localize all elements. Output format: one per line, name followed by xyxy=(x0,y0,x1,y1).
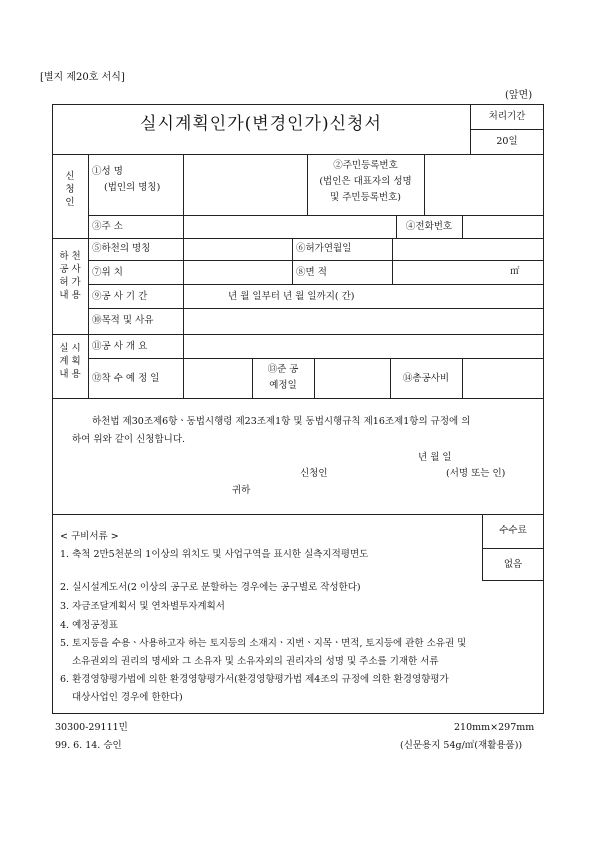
name-label: ①성 명 xyxy=(92,166,123,177)
id-number-field[interactable] xyxy=(425,155,542,214)
address-label: ③주 소 xyxy=(92,221,123,232)
declaration-text-2: 하여 위와 같이 신청합니다. xyxy=(72,434,186,445)
area-label: ⑧면 적 xyxy=(296,267,327,278)
permit-date-label: ⑥허가연월일 xyxy=(296,243,352,254)
document-item: 6. 환경영향평가법에 의한 환경영향평가서(환경영향평가법 제4조의 규정에 의한 환경영향평가 xyxy=(60,674,449,685)
paper-spec: (신문용지 54g/㎡(재활용품)) xyxy=(400,740,523,751)
signature-field[interactable]: (서명 또는 인) xyxy=(446,468,506,479)
period-value[interactable]: 년 월 일부터 년 월 일까지( 간) xyxy=(228,291,355,302)
fee-value: 없음 xyxy=(503,559,523,570)
completion-label: ⑬준 공 xyxy=(267,364,299,375)
processing-period-value: 20일 xyxy=(496,136,518,147)
id-number-sub1: (법인은 대표자의 성명 xyxy=(319,176,412,187)
fee-label: 수수료 xyxy=(499,525,527,536)
application-date[interactable]: 년 월 일 xyxy=(418,452,452,463)
document-item: 5. 토지등을 수용ㆍ사용하고자 하는 토지등의 소재지ㆍ지번ㆍ지목ㆍ면적, 토지등에 관한 소유권 및 xyxy=(60,638,467,649)
period-label: ⑨공 사 기 간 xyxy=(92,291,148,302)
id-number-sub2: 및 주민등록번호) xyxy=(330,192,401,203)
document-item: 2. 실시설계도서(2 이상의 공구로 분할하는 경우에는 공구별로 작성한다) xyxy=(60,582,361,593)
total-cost-label: ⑭총공사비 xyxy=(402,373,450,384)
document-item: 1. 축척 2만5천분의 1이상의 위치도 및 사업구역을 표시한 실측지적평면도 xyxy=(60,549,369,560)
applicant-signature-label: 신청인 xyxy=(300,468,328,479)
approval-date: 99. 6. 14. 승인 xyxy=(55,740,122,751)
name-field[interactable] xyxy=(184,155,306,214)
applicant-section-label: 신 청 인 xyxy=(65,171,75,208)
document-item: 3. 자금조달계획서 및 연차별투자계획서 xyxy=(60,601,225,612)
phone-field[interactable] xyxy=(463,216,542,237)
location-label: ⑦위 치 xyxy=(92,267,123,278)
start-date-label: ⑫착 수 예 정 일 xyxy=(92,373,160,384)
river-name-field[interactable] xyxy=(184,239,291,259)
start-date-field[interactable] xyxy=(184,359,251,397)
overview-field[interactable] xyxy=(184,335,542,357)
name-sub-label: (법인의 명칭) xyxy=(104,182,161,193)
completion-label-2: 예정일 xyxy=(269,380,297,391)
id-number-label: ②주민등록번호 xyxy=(333,160,398,171)
location-field[interactable] xyxy=(184,261,291,283)
total-cost-field[interactable] xyxy=(463,359,542,397)
completion-date-field[interactable] xyxy=(315,359,389,397)
form-code: 30300-29111민 xyxy=(55,722,128,733)
document-item: 4. 예정공정표 xyxy=(60,620,118,631)
page-side-label: (앞면) xyxy=(505,90,533,101)
document-item: 대상사업인 경우에 한한다) xyxy=(72,692,183,703)
form-number: [별지 제20호 서식] xyxy=(40,72,125,83)
document-item: 소유권외의 권리의 명세와 그 소유자 및 소유자외의 권리자의 성명 및 주소를 기재한 서류 xyxy=(72,656,439,667)
page-title: 실시계획인가(변경인가)신청서 xyxy=(140,114,382,134)
purpose-label: ⑩목적 및 사유 xyxy=(92,315,154,326)
paper-size: 210mm×297mm xyxy=(454,722,535,733)
river-work-section-label: 하 천 공 사 허 가 내 용 xyxy=(59,251,81,301)
phone-label: ④전화번호 xyxy=(405,221,453,232)
address-field[interactable] xyxy=(184,216,395,237)
implementation-section-label: 실 시 계 획 내 용 xyxy=(59,343,81,380)
area-unit: ㎡ xyxy=(510,266,520,277)
river-name-label: ⑤하천의 명칭 xyxy=(92,243,151,254)
processing-period-label: 처리기간 xyxy=(488,111,526,122)
permit-date-field[interactable] xyxy=(393,239,542,259)
overview-label: ⑪공 사 개 요 xyxy=(92,341,148,352)
purpose-field[interactable] xyxy=(184,309,542,333)
documents-heading: < 구비서류 > xyxy=(60,531,119,542)
addressee: 귀하 xyxy=(232,485,251,496)
declaration-text-1: 하천법 제30조제6항ㆍ동법시행령 제23조제1항 및 동법시행규칙 제16조제1항의 규정에 의 xyxy=(92,416,471,427)
